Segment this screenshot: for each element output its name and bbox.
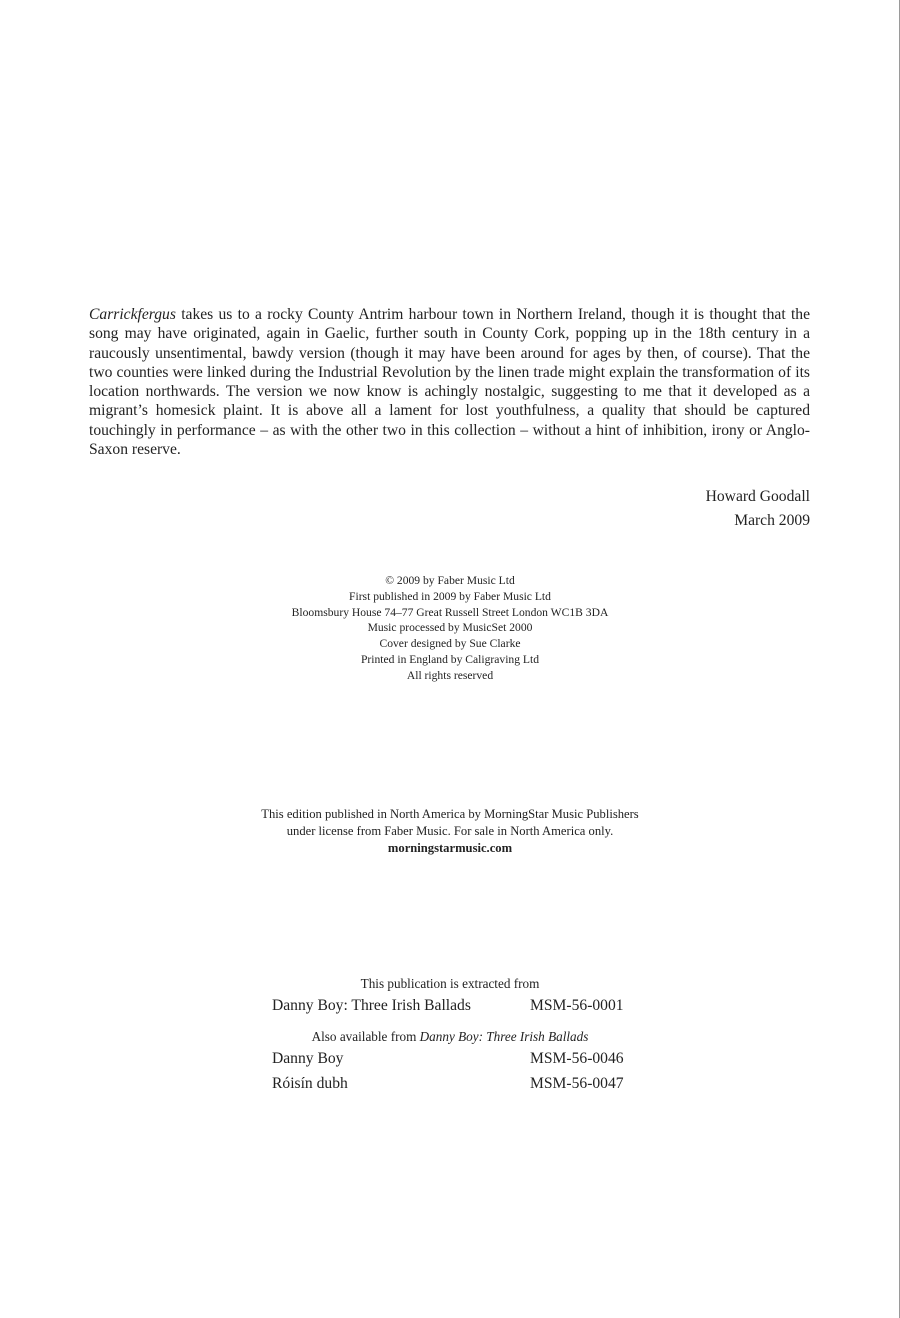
signature-date: March 2009 — [734, 512, 810, 529]
extract-caption: This publication is extracted from — [360, 976, 540, 991]
colophon-line: © 2009 by Faber Music Ltd — [385, 574, 515, 587]
colophon-line: Music processed by MusicSet 2000 — [367, 621, 533, 635]
essay-paragraph — [89, 305, 810, 459]
author-name: Howard Goodall — [705, 488, 810, 505]
publication-title: Róisín dubh — [272, 1075, 348, 1092]
publisher-website: morningstarmusic.com — [387, 841, 513, 855]
publication-row — [272, 1046, 628, 1071]
source-publication-row — [272, 993, 628, 1018]
publication-row — [272, 1071, 628, 1096]
publication-code: MSM-56-0047 — [530, 1075, 624, 1092]
na-line-1: This edition published in North America by MorningStar Music Publishers — [261, 807, 639, 821]
colophon-line: Printed in England by Caligraving Ltd — [360, 652, 540, 666]
signature — [706, 485, 810, 533]
colophon-line: Cover designed by Sue Clarke — [379, 637, 521, 651]
colophon-line: First published in 2009 by Faber Music Ltd — [349, 589, 551, 603]
north-america-notice — [0, 806, 900, 857]
extract-block — [272, 975, 628, 1096]
publication-title: Danny Boy — [272, 1050, 344, 1067]
colophon-line: All rights reserved — [406, 668, 494, 682]
publication-code: MSM-56-0046 — [530, 1050, 624, 1067]
na-line-2: under license from Faber Music. For sale in North America only. — [286, 824, 614, 838]
colophon-line: Bloomsbury House 74–77 Great Russell Street London WC1B 3DA — [291, 605, 609, 619]
essay-song-title: Carrickfergus — [89, 306, 176, 323]
also-prefix: Also available from — [311, 1029, 420, 1044]
source-title: Danny Boy: Three Irish Ballads — [272, 997, 471, 1014]
also-available-caption — [272, 1028, 628, 1046]
source-code: MSM-56-0001 — [530, 997, 624, 1014]
also-title: Danny Boy: Three Irish Ballads — [419, 1029, 589, 1044]
essay-text: takes us to a rocky County Antrim harbour town in Northern Ireland, though it is thought that the song may have originated, again in Gaelic, further south in County Cork, popping up in the 18th century in a raucously unsentimental, bawdy version (though it may have been around for ages by then, of course). That the two counties were linked during the Industrial Revolution by the linen trade might explain the transformation of its location northwards. The version we now know is achingly nostalgic, suggesting to me that it developed as a migrant’s homesick plaint. It is above all a lament for lost youthfulness, a quality that should be captured touchingly in performance – as with the other two in this collection – without a hint of inhibition, irony or Anglo-Saxon reserve. — [89, 306, 810, 459]
colophon — [0, 573, 900, 684]
